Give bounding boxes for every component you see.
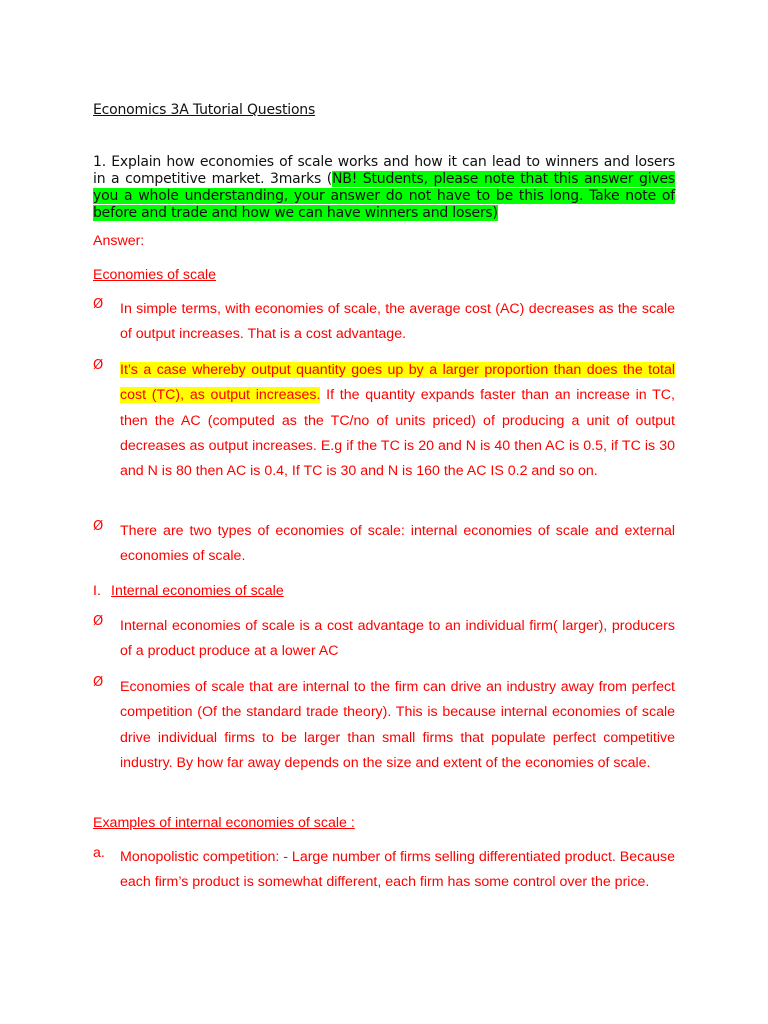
economies-of-scale-heading: Economies of scale bbox=[93, 267, 217, 283]
bullet-icon: Ø bbox=[93, 675, 104, 690]
bullet-text: In simple terms, with economies of scale, the average cost (AC) decreases as the scale of output increases. That is a cost advantage. bbox=[120, 301, 675, 343]
answer-label: Answer: bbox=[93, 233, 145, 249]
bullet-icon: Ø bbox=[93, 519, 104, 534]
bullet-text: Internal economies of scale is a cost advantage to an individual firm( larger), producers of a product produce at a lower AC bbox=[120, 618, 675, 660]
bullet-text: Economies of scale that are internal to the firm can drive an industry away from perfect competition (Of the standard trade theory). This is because internal economies of scale drive individual firms to be larger than small firms that populate perfect competitive industry. By how far away depends on the size and extent of the economies of scale. bbox=[120, 679, 675, 771]
document-title: Economics 3A Tutorial Questions bbox=[93, 102, 316, 118]
bullet-icon: Ø bbox=[93, 358, 104, 373]
example-text: Monopolistic competition: - Large number of firms selling differentiated product. Because each firm’s product is somewhat different, each firm has some control over the price. bbox=[120, 849, 675, 891]
question-text: 1. Explain how economies of scale works and how it can lead to winners and losers in a competitive market. 3marks ( bbox=[93, 154, 675, 187]
example-marker: a. bbox=[93, 845, 105, 861]
question-1 bbox=[93, 154, 675, 222]
internal-economies-heading: Internal economies of scale bbox=[111, 583, 284, 599]
bullet-text-rest: If the quantity expands faster than an increase in TC, then the AC (computed as the TC/no of units priced) of producing a unit of output decreases as output increases. E.g if the TC is 20 and N is 40 then AC is 0.5, if TC is 30 and N is 80 then AC is 0.4, If TC is 30 and N is 160 the AC IS 0.2 and so on. bbox=[120, 387, 675, 480]
question-note-highlight: NB! Students, please note that this answer gives you a whole understanding, your answer do not have to be this long. Take note of before and trade and how we can have winners and losers) bbox=[93, 171, 675, 221]
section-marker: I. bbox=[93, 583, 101, 599]
examples-heading: Examples of internal economies of scale : bbox=[93, 815, 355, 831]
bullet-icon: Ø bbox=[93, 614, 104, 629]
bullet-icon: Ø bbox=[93, 297, 104, 312]
bullet-text bbox=[120, 358, 675, 484]
bullet-text: There are two types of economies of scale: internal economies of scale and external economies of scale. bbox=[120, 523, 675, 565]
bullet-highlight: It’s a case whereby output quantity goes up by a larger proportion than does the total cost (TC), as output increases. bbox=[120, 362, 675, 404]
